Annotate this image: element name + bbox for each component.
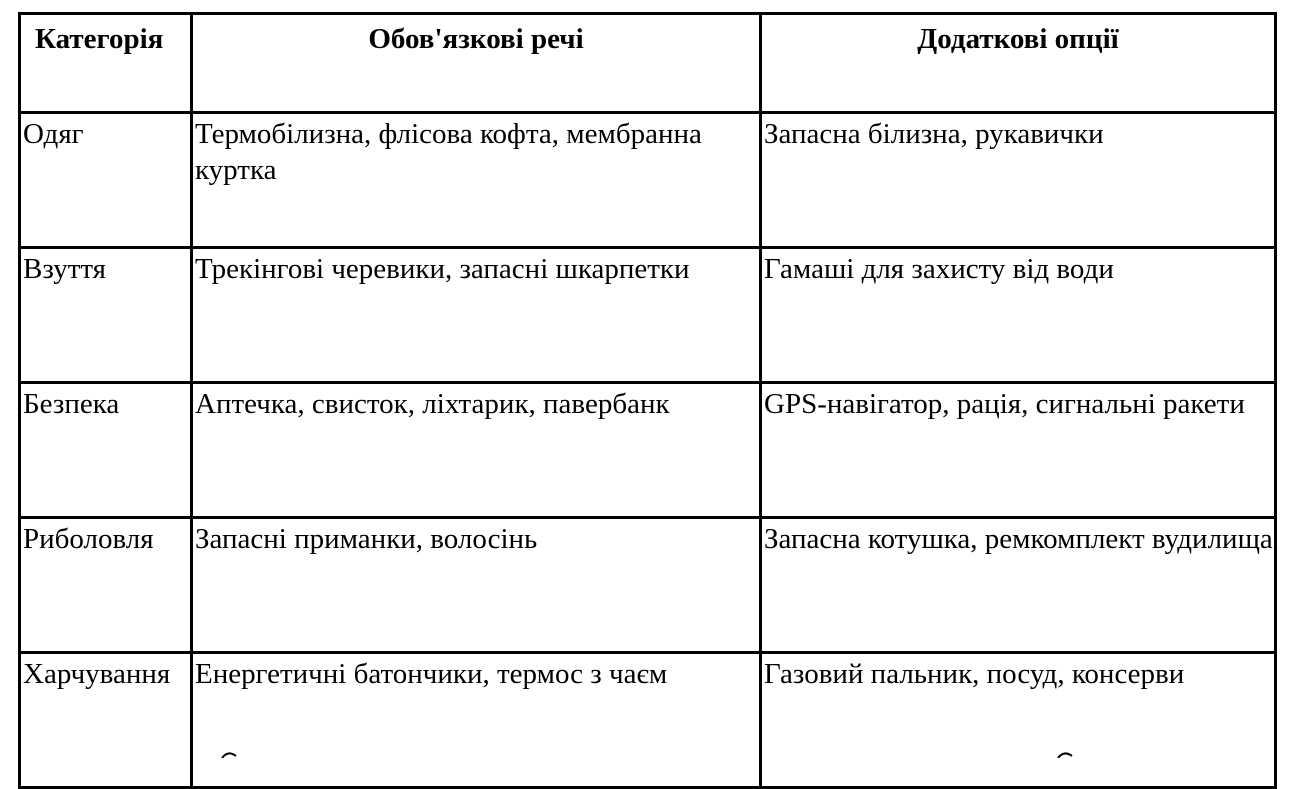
row-optional-cell: GPS-навігатор, рація, сигнальні ракети	[761, 383, 1276, 518]
packing-table	[18, 12, 1277, 789]
row-category-cell: Риболовля	[20, 518, 192, 653]
header-required: Обов'язкові речі	[192, 14, 761, 113]
row-category-cell: Безпека	[20, 383, 192, 518]
row-required-cell: Запасні приманки, волосінь	[192, 518, 761, 653]
row-optional-cell: Запасна котушка, ремкомплект вудилища	[761, 518, 1276, 653]
row-optional-cell: Газовий пальник, посуд, консерви	[761, 653, 1276, 788]
cropped-text-marks	[0, 750, 1290, 758]
table-row	[20, 113, 1276, 248]
header-optional: Додаткові опції	[761, 14, 1276, 113]
cropped-glyph-right	[1058, 753, 1072, 758]
cropped-glyph-left	[222, 753, 236, 758]
header-row	[20, 14, 1276, 113]
row-required-cell: Енергетичні батончики, термос з чаєм	[192, 653, 761, 788]
row-category-cell: Харчування	[20, 653, 192, 788]
table-row	[20, 518, 1276, 653]
table-row	[20, 248, 1276, 383]
row-required-cell: Трекінгові черевики, запасні шкарпетки	[192, 248, 761, 383]
table-row	[20, 653, 1276, 788]
row-optional-cell: Гамаші для захисту від води	[761, 248, 1276, 383]
row-category-cell: Одяг	[20, 113, 192, 248]
row-optional-cell: Запасна білизна, рукавички	[761, 113, 1276, 248]
header-category: Категорія	[20, 14, 192, 113]
row-required-cell: Аптечка, свисток, ліхтарик, павербанк	[192, 383, 761, 518]
table-row	[20, 383, 1276, 518]
row-category-cell: Взуття	[20, 248, 192, 383]
row-required-cell: Термобілизна, флісова кофта, мембранна куртка	[192, 113, 761, 248]
